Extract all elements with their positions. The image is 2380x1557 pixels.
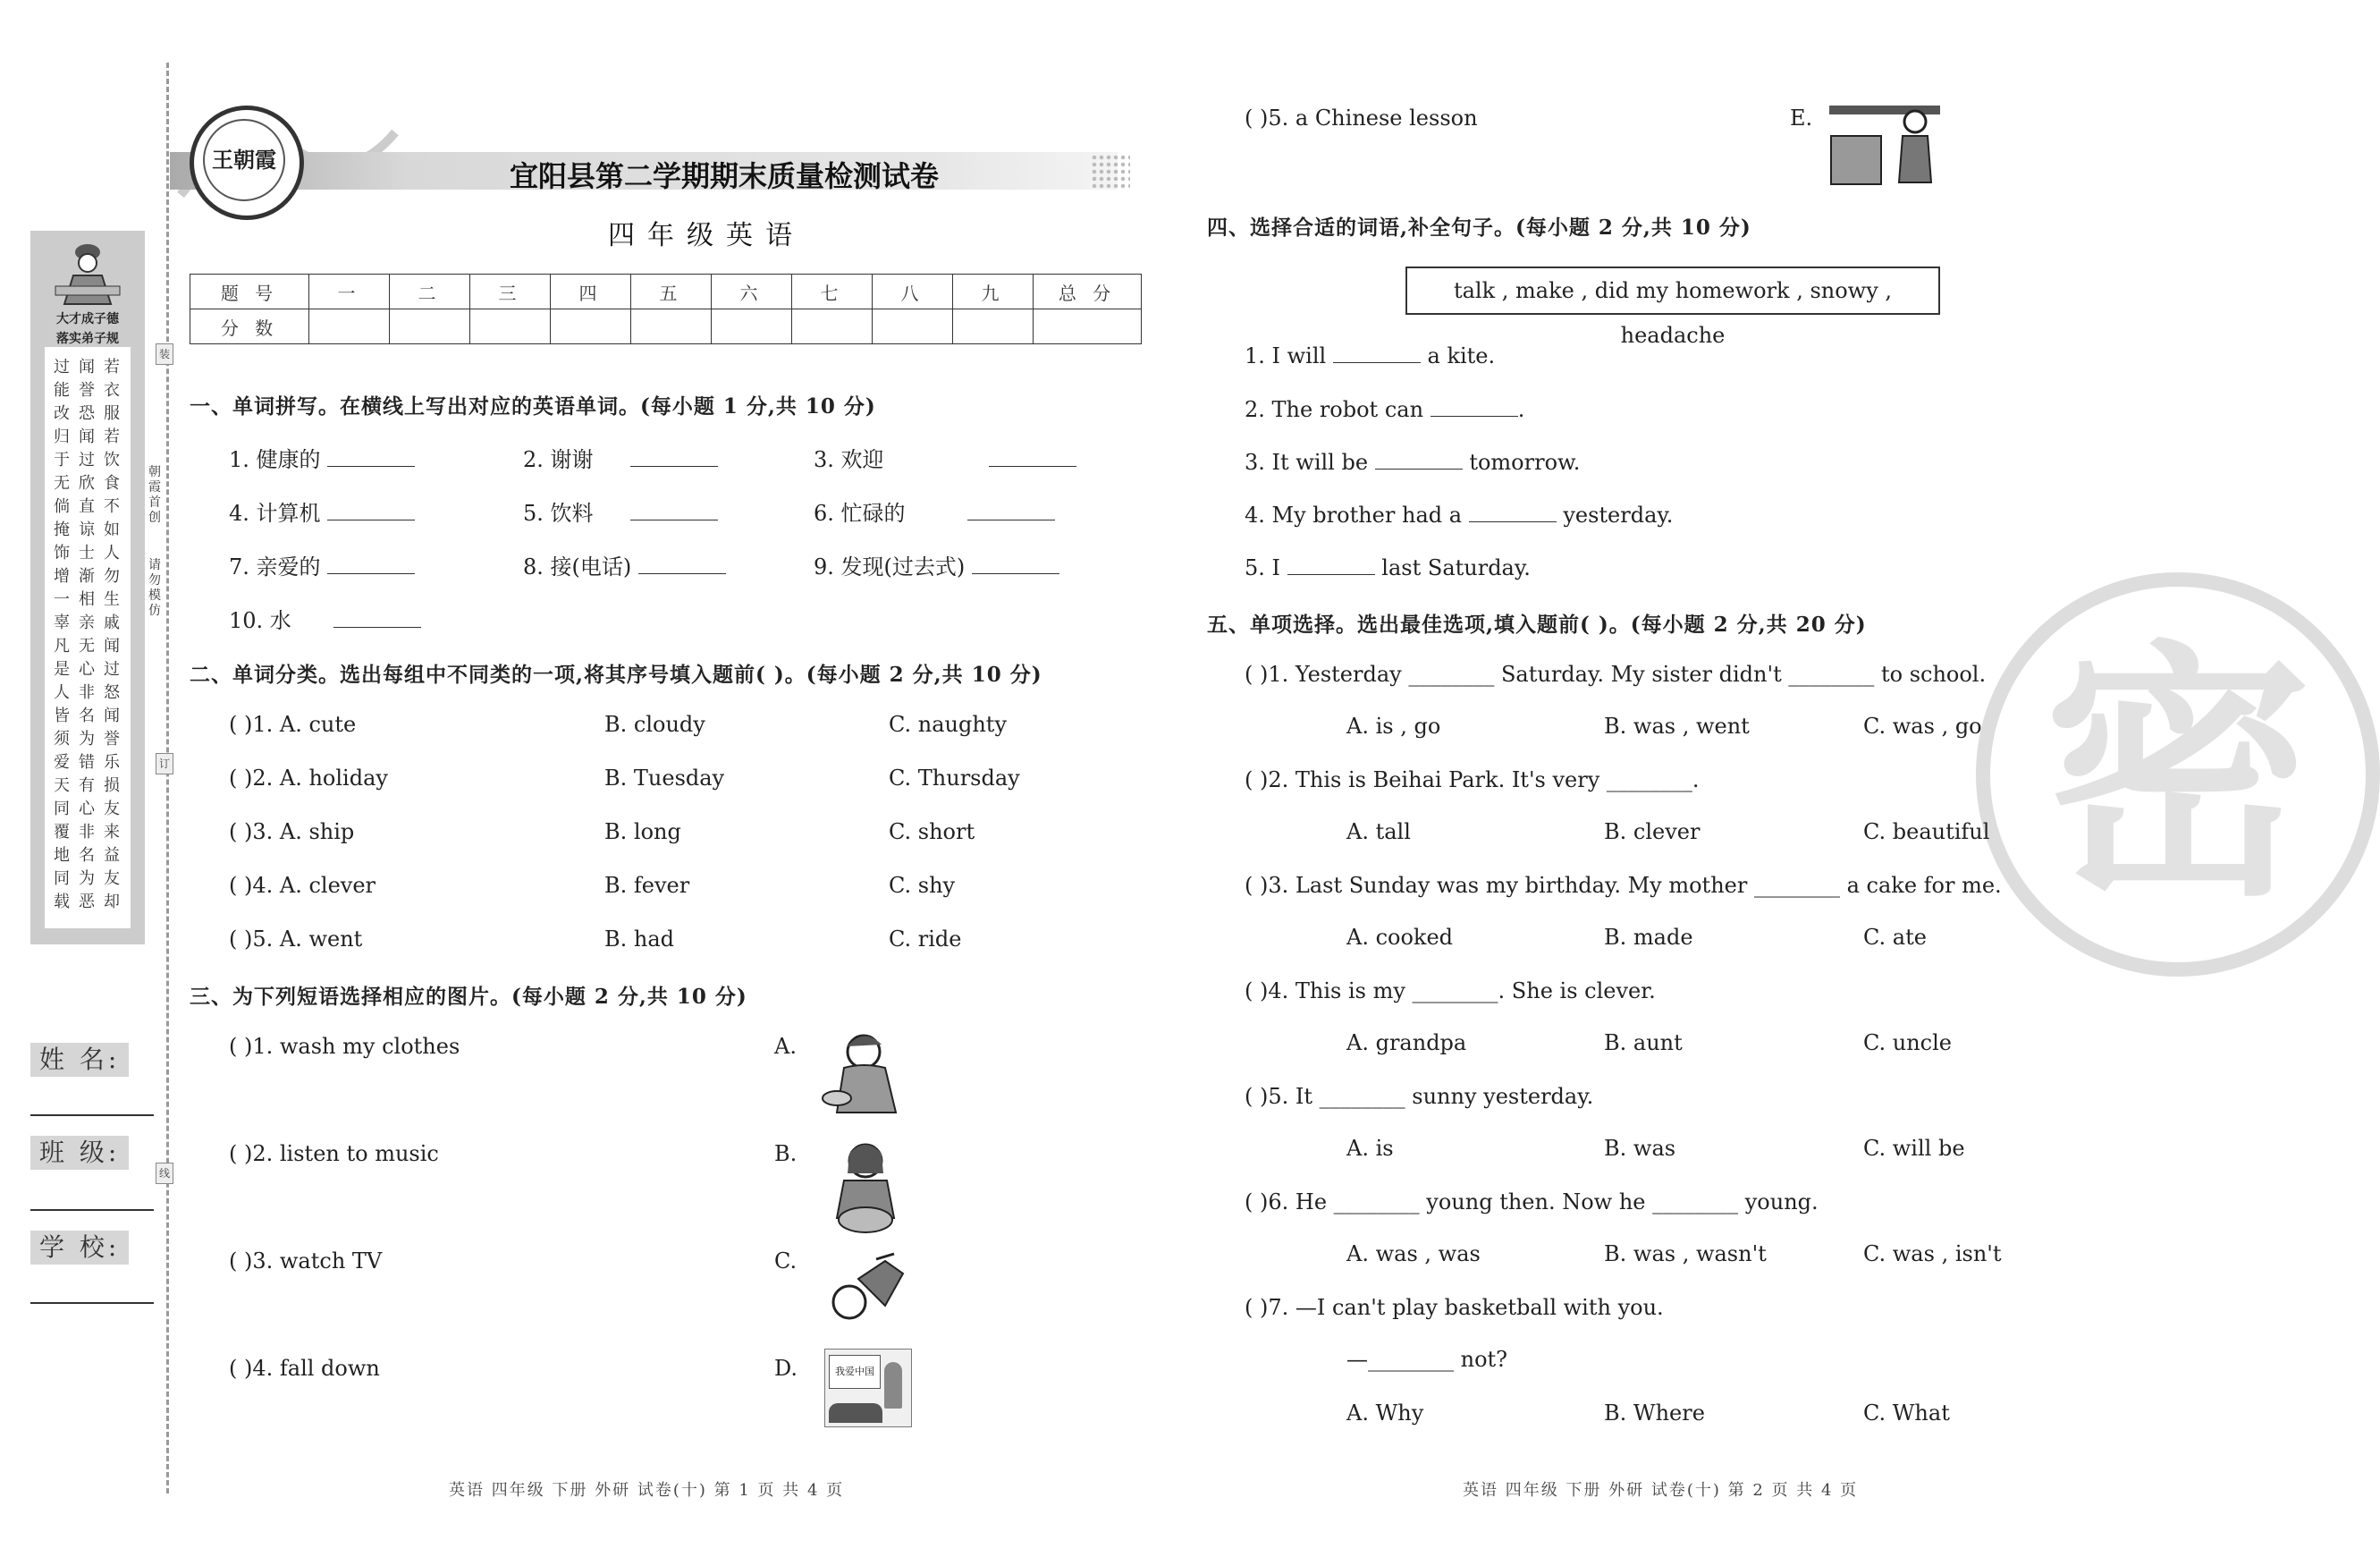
score-cell: 分 数: [190, 309, 309, 344]
motto-column-3: 若衣服若饮食不如人勿生戚闻过怒闻誉乐损友来益友却: [104, 358, 120, 911]
s3-opt-d: D.: [774, 1356, 798, 1381]
score-input[interactable]: [1034, 309, 1142, 344]
answer-blank[interactable]: [1469, 503, 1557, 522]
s1-item-label: 3. 欢迎: [814, 447, 884, 472]
binding-dashed-line: [166, 63, 169, 1494]
motto-caption-1: 大才成子德: [56, 312, 119, 326]
s1-item-label: 1. 健康的: [229, 447, 321, 472]
s2-q1: ( )1. A. cute: [229, 712, 357, 737]
s1-item-9: [814, 549, 1059, 580]
s1-item-1: [229, 442, 415, 473]
motto-column-1: 过能改归于无倘掩饰增一辜凡是人皆须爱天同覆地同载: [54, 358, 70, 911]
s4-q-text: .: [1517, 397, 1525, 422]
s2-q3-b: B. long: [604, 819, 681, 844]
answer-blank[interactable]: [1375, 451, 1463, 470]
s4-q4: [1245, 503, 1673, 528]
section5-heading: 五、单项选择。选出最佳选项,填入题前( )。(每小题 2 分,共 20 分): [1207, 613, 1867, 637]
s5-q6: ( )6. He ________ young then. Now he ________ young.: [1245, 1189, 1819, 1214]
answer-blank[interactable]: [967, 502, 1055, 520]
vertical-note-2: 请勿模仿: [148, 558, 161, 618]
s4-q-text: 5. I: [1245, 555, 1281, 580]
score-input[interactable]: [551, 309, 631, 344]
score-cell: 一: [309, 275, 390, 309]
picture-c-falling-boy-icon: [823, 1252, 910, 1331]
school-label: 学 校:: [30, 1231, 129, 1265]
answer-blank[interactable]: [1333, 344, 1421, 363]
s5-q7: ( )7. —I can't play basketball with you.: [1245, 1295, 1664, 1320]
s1-item-label: 5. 饮料: [523, 501, 594, 526]
score-input[interactable]: [390, 309, 470, 344]
picture-d-chinese-lesson-icon: [824, 1349, 912, 1427]
s1-item-label: 9. 发现(过去式): [814, 554, 966, 580]
s5-q3-b: B. made: [1604, 925, 1693, 950]
s5-q2-a: A. tall: [1346, 819, 1411, 844]
s4-q3: [1245, 450, 1580, 475]
page-footer-right: 英语 四年级 下册 外研 试卷(十) 第 2 页 共 4 页: [1463, 1481, 1859, 1500]
s3-q3: ( )3. watch TV: [229, 1248, 383, 1274]
s2-q4-b: B. fever: [604, 873, 690, 898]
answer-blank[interactable]: [327, 502, 415, 520]
s4-q-text: 3. It will be: [1245, 450, 1369, 475]
score-cell: 总 分: [1034, 275, 1142, 309]
s2-q4-c: C. shy: [889, 873, 956, 898]
s5-q2: ( )2. This is Beihai Park. It's very ________.: [1245, 767, 1700, 792]
binding-mark-2: 订: [156, 753, 173, 774]
section3-heading: 三、为下列短语选择相应的图片。(每小题 2 分,共 10 分): [190, 985, 747, 1009]
s5-q1-c: C. was , go: [1863, 714, 1982, 739]
score-table: [190, 274, 1142, 344]
s1-item-label: 6. 忙碌的: [814, 501, 906, 526]
scholar-figure-icon: [46, 240, 129, 308]
s1-item-2: [523, 442, 718, 473]
confidential-stamp-icon: [1976, 572, 2380, 977]
s1-item-6: [814, 495, 1055, 527]
score-cell: 九: [953, 275, 1034, 309]
word-bank-box: talk , make , did my homework , snowy , headache: [1405, 267, 1940, 315]
s4-q-text: yesterday.: [1563, 503, 1674, 528]
score-cell: 题 号: [190, 275, 309, 309]
score-cell: 六: [712, 275, 792, 309]
logo-text: 王朝霞: [203, 119, 285, 201]
s2-q4: ( )4. A. clever: [229, 873, 376, 898]
vertical-note-1: 朝霞首创: [148, 465, 161, 525]
s4-q-text: 1. I will: [1245, 343, 1327, 368]
s2-q2-b: B. Tuesday: [604, 766, 725, 791]
score-cell: 八: [873, 275, 953, 309]
s3-q5: ( )5. a Chinese lesson: [1245, 106, 1478, 131]
s1-item-3: [814, 442, 1076, 473]
score-table-header-row: [190, 275, 1142, 309]
s5-q1: ( )1. Yesterday ________ Saturday. My sister didn't ________ to school.: [1245, 662, 1987, 687]
s3-opt-b: B.: [774, 1141, 798, 1166]
score-table-score-row: [190, 309, 1142, 344]
s1-item-label: 4. 计算机: [229, 501, 321, 526]
s5-q5: ( )5. It ________ sunny yesterday.: [1245, 1084, 1594, 1109]
s2-q1-c: C. naughty: [889, 712, 1008, 737]
answer-blank[interactable]: [1287, 556, 1375, 575]
blackboard-text: 我爱中国: [829, 1355, 881, 1389]
s5-q2-c: C. beautiful: [1863, 819, 1990, 844]
binding-mark-1: 装: [156, 343, 173, 365]
class-label: 班 级:: [30, 1136, 129, 1170]
s4-q5: [1245, 555, 1531, 580]
score-cell: 五: [631, 275, 712, 309]
publisher-logo-icon: [190, 106, 304, 220]
s2-q2: ( )2. A. holiday: [229, 766, 388, 791]
s1-item-label: 7. 亲爱的: [229, 554, 321, 580]
s2-q5-b: B. had: [604, 927, 675, 952]
score-input[interactable]: [953, 309, 1034, 344]
s5-q6-c: C. was , isn't: [1863, 1241, 2002, 1266]
s3-q4: ( )4. fall down: [229, 1356, 380, 1381]
s4-q-text: 4. My brother had a: [1245, 503, 1463, 528]
s5-q1-b: B. was , went: [1604, 714, 1750, 739]
picture-a-washing-clothes-icon: [819, 1027, 910, 1121]
score-input[interactable]: [792, 309, 873, 344]
picture-e-watching-tv-icon: [1827, 100, 1942, 186]
s4-q-text: 2. The robot can: [1245, 397, 1424, 422]
stamp-character: 密: [2044, 616, 2312, 932]
s2-q3: ( )3. A. ship: [229, 819, 355, 844]
motto-caption-2: 落实弟子规: [56, 332, 119, 346]
class-field[interactable]: [30, 1209, 154, 1211]
answer-blank[interactable]: [638, 555, 726, 574]
score-input[interactable]: [712, 309, 792, 344]
s5-q4-a: A. grandpa: [1346, 1030, 1467, 1055]
exam-subtitle: 四年级英语: [608, 220, 805, 251]
s3-q2: ( )2. listen to music: [229, 1141, 439, 1166]
section4-heading: 四、选择合适的词语,补全句子。(每小题 2 分,共 10 分): [1207, 216, 1751, 240]
s5-q5-b: B. was: [1604, 1136, 1676, 1161]
s1-item-4: [229, 495, 415, 527]
s2-q2-c: C. Thursday: [889, 766, 1020, 791]
s3-opt-c: C.: [774, 1248, 798, 1274]
s5-q7-line2: —________ not?: [1346, 1347, 1508, 1372]
s4-q-text: a kite.: [1427, 343, 1496, 368]
s5-q3-c: C. ate: [1863, 925, 1927, 950]
answer-blank[interactable]: [333, 609, 421, 628]
name-label: 姓 名:: [30, 1043, 129, 1077]
s5-q7-c: C. What: [1863, 1400, 1950, 1426]
s4-q1: [1245, 343, 1495, 368]
school-field[interactable]: [30, 1302, 154, 1304]
answer-blank[interactable]: [327, 448, 415, 467]
s1-item-7: [229, 549, 415, 580]
s3-q1: ( )1. wash my clothes: [229, 1034, 460, 1059]
exam-title: 宜阳县第二学期期末质量检测试卷: [509, 159, 939, 193]
s1-item-5: [523, 495, 718, 527]
answer-blank[interactable]: [1431, 398, 1518, 417]
binding-mark-3: 线: [156, 1163, 173, 1184]
answer-blank[interactable]: [630, 448, 718, 467]
answer-blank[interactable]: [630, 502, 718, 520]
s2-q1-b: B. cloudy: [604, 712, 705, 737]
s1-item-label: 2. 谢谢: [523, 447, 594, 472]
s5-q5-a: A. is: [1346, 1136, 1394, 1161]
score-cell: 三: [470, 275, 551, 309]
score-input[interactable]: [470, 309, 551, 344]
picture-b-girl-icon: [824, 1138, 907, 1236]
s5-q6-b: B. was , wasn't: [1604, 1241, 1767, 1266]
score-input[interactable]: [873, 309, 953, 344]
score-input[interactable]: [309, 309, 390, 344]
s1-item-label: 8. 接(电话): [523, 554, 632, 580]
section1-heading: 一、单词拼写。在横线上写出对应的英语单词。(每小题 1 分,共 10 分): [190, 394, 876, 419]
s5-q1-a: A. is , go: [1346, 714, 1441, 739]
s2-q3-c: C. short: [889, 819, 975, 844]
banner-dots: [1091, 154, 1130, 188]
s5-q2-b: B. clever: [1604, 819, 1701, 844]
s4-q-text: last Saturday.: [1381, 555, 1531, 580]
s5-q4-b: B. aunt: [1604, 1030, 1683, 1055]
s2-q5: ( )5. A. went: [229, 927, 363, 952]
s5-q5-c: C. will be: [1863, 1136, 1965, 1161]
s4-q2: [1245, 397, 1524, 422]
s5-q3-a: A. cooked: [1346, 925, 1454, 950]
name-field[interactable]: [30, 1114, 154, 1116]
answer-blank[interactable]: [972, 555, 1059, 574]
s3-opt-e: E.: [1790, 106, 1813, 131]
score-cell: 四: [551, 275, 631, 309]
motto-column-2: 闻誉恐闻过欣直谅士渐相亲无心非名为错有心非名为恶: [79, 358, 95, 911]
answer-blank[interactable]: [327, 555, 415, 574]
s5-q6-a: A. was , was: [1346, 1241, 1481, 1266]
s3-opt-a: A.: [774, 1034, 797, 1059]
answer-blank[interactable]: [989, 448, 1076, 467]
section2-heading: 二、单词分类。选出每组中不同类的一项,将其序号填入题前( )。(每小题 2 分,共 10 分): [190, 663, 1042, 687]
s1-item-label: 10. 水: [229, 608, 291, 633]
s5-q7-b: B. Where: [1604, 1400, 1705, 1426]
s5-q3: ( )3. Last Sunday was my birthday. My mother ________ a cake for me.: [1245, 873, 2002, 898]
s5-q7-a: A. Why: [1346, 1400, 1424, 1426]
score-input[interactable]: [631, 309, 712, 344]
score-cell: 七: [792, 275, 873, 309]
s2-q5-c: C. ride: [889, 927, 962, 952]
s1-item-10: [229, 603, 421, 634]
s5-q4-c: C. uncle: [1863, 1030, 1952, 1055]
score-cell: 二: [390, 275, 470, 309]
s1-item-8: [523, 549, 726, 580]
s4-q-text: tomorrow.: [1469, 450, 1581, 475]
s5-q4: ( )4. This is my ________. She is clever.: [1245, 978, 1656, 1003]
page-footer-left: 英语 四年级 下册 外研 试卷(十) 第 1 页 共 4 页: [449, 1481, 845, 1500]
